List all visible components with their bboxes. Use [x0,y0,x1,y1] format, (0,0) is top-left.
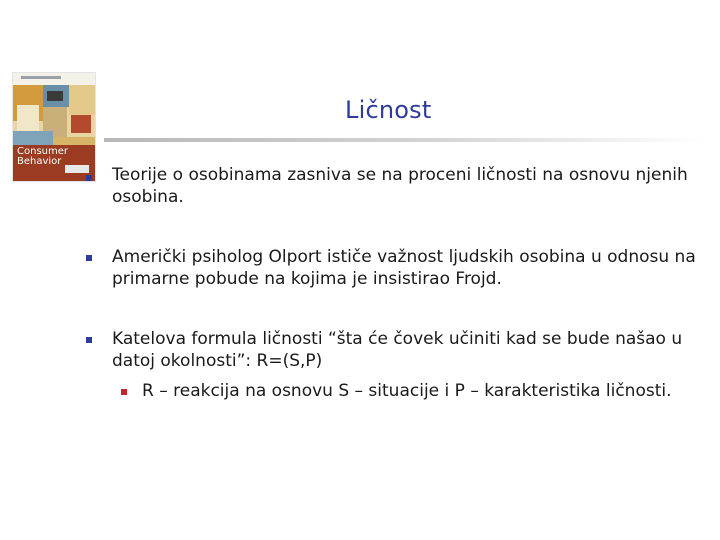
sub-bullet-text: R – reakcija na osnovu S – situacije i P – karakteristika ličnosti. [142,381,672,401]
sub-bullet-item [142,380,702,402]
cover-header-strip [13,73,95,85]
bullet-item [112,328,702,372]
bullet-item [112,246,702,290]
bullet-marker-icon [86,255,92,261]
bullet-text: Američki psiholog Olport ističe važnost ljudskih osobina u odnosu na primarne pobude na kojima je insistirao Frojd. [112,247,696,289]
title-divider [104,138,704,142]
bullet-marker-icon [86,175,92,181]
bullet-item [112,164,702,208]
book-cover-image [12,72,96,182]
sub-bullet-marker-icon [121,389,127,395]
slide-title: Ličnost [345,96,432,124]
bullet-text: Teorije o osobinama zasniva se na proceni ličnosti na osnovu njenih osobina. [112,165,688,207]
cover-title-text: Consumer Behavior [17,146,68,167]
bullet-marker-icon [86,337,92,343]
bullet-text: Katelova formula ličnosti “šta će čovek učiniti kad se bude našao u datoj okolnosti”: R=(S,P) [112,329,683,371]
